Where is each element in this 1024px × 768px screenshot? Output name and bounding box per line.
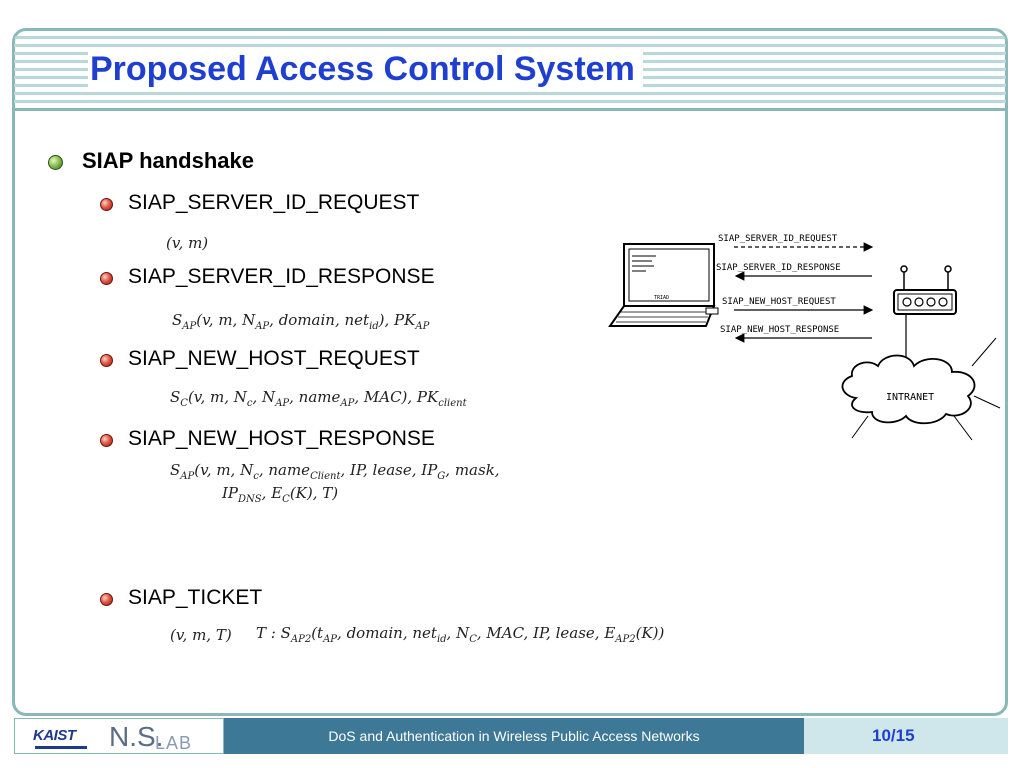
sub-bullet-icon [100,272,113,285]
footer-title [224,718,804,754]
cloud-icon [842,338,1000,440]
footer-title-text: DoS and Authentication in Wireless Public Access Networks [328,728,700,744]
formula-2: $S_{AP}(v$, m, $N_{AP}$, domain, net$_{id}$), $PK_{AP}$ [172,311,430,332]
sub-bullet-4: SIAP_NEW_HOST_RESPONSE [128,427,435,450]
page-number: 10/15 [872,726,915,745]
router-icon [894,266,956,366]
handshake-diagram [606,226,1010,448]
sub-bullet-5: SIAP_TICKET [128,586,263,609]
sub-bullet-2: SIAP_SERVER_ID_RESPONSE [128,265,435,288]
footer-logos [14,718,224,754]
slide-title: Proposed Access Control System [88,50,643,89]
bullet-main: SIAP handshake [82,148,254,173]
laptop-icon [610,244,718,326]
msg-label-3: SIAP_NEW_HOST_REQUEST [722,297,836,307]
sub-bullet-1: SIAP_SERVER_ID_REQUEST [128,191,420,214]
ns-logo: N.S. [109,721,164,752]
kaist-logo-underline [35,746,87,749]
formula-1: (v, m) [166,234,209,252]
title-divider [14,108,1008,111]
formula-6: T : $S_{AP2}(t_{AP}$, domain, net$_{id}$, $N_C$, MAC, IP, lease, $E_{AP2}(K)$) [256,624,665,645]
footer-page-box [804,718,1008,754]
kaist-logo: KAIST [33,727,76,744]
formula-4-line2: $IP_{DNS}$, $E_C(K)$, T) [222,484,339,505]
formula-3: $S_C(v$, m, $N_c$, $N_{AP}$, name$_{AP}$, MAC), $PK_{client}$ [170,388,467,409]
sub-bullet-3: SIAP_NEW_HOST_REQUEST [128,347,420,370]
formula-4-line1: $S_{AP}(v$, m, $N_c$, name$_{Client}$, IP, lease, $IP_G$, mask, [170,461,500,482]
footer-bar [14,718,1008,754]
msg-label-2: SIAP_SERVER_ID_RESPONSE [716,263,841,273]
sub-bullet-icon [100,354,113,367]
intranet-label: INTRANET [886,392,935,403]
msg-label-4: SIAP_NEW_HOST_RESPONSE [720,325,840,335]
bullet-icon [48,155,63,170]
formula-5: (v, m, T) [170,626,232,644]
sub-bullet-icon [100,593,113,606]
lab-logo: LAB [155,733,193,753]
sub-bullet-icon [100,434,113,447]
msg-label-1: SIAP_SERVER_ID_REQUEST [718,234,838,244]
sub-bullet-icon [100,198,113,211]
laptop-label: TRIAD [654,295,670,301]
